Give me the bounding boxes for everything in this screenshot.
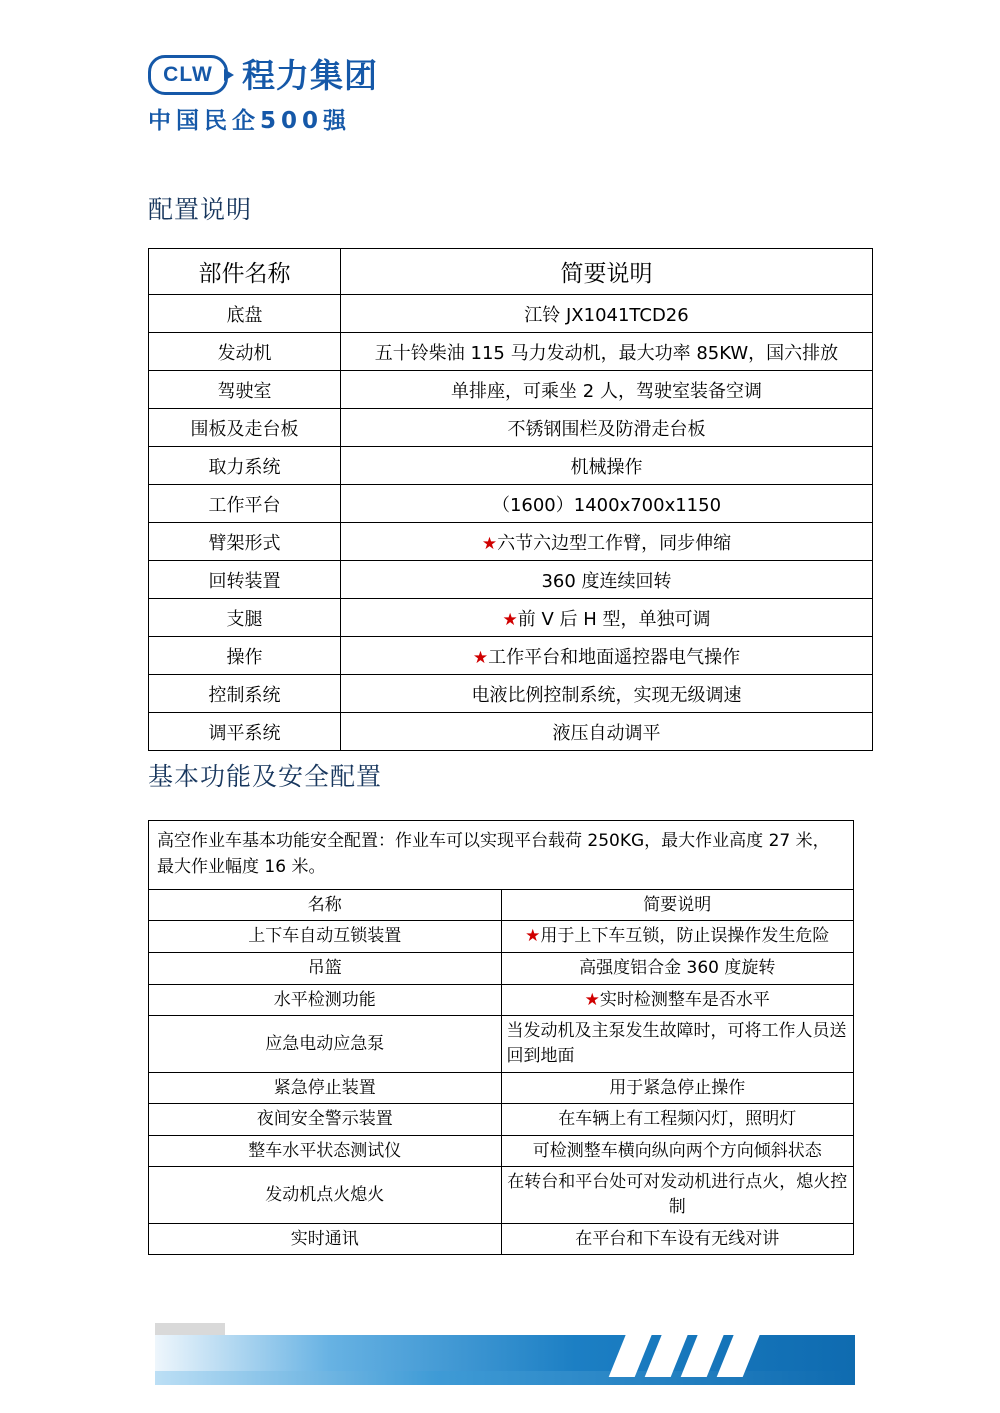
table-row <box>149 637 873 675</box>
table-row <box>149 523 873 561</box>
column-header: 简要说明 <box>501 889 854 921</box>
page-title-function: 基本功能及安全配置 <box>148 762 383 791</box>
part-name-cell: 操作 <box>149 637 341 675</box>
table-row <box>149 485 873 523</box>
feature-description-cell: ★用于上下车互锁，防止误操作发生危险 <box>501 921 854 953</box>
column-header: 部件名称 <box>149 249 341 295</box>
table-row <box>149 1223 854 1255</box>
part-name-cell: 支腿 <box>149 599 341 637</box>
part-name-cell: 发动机 <box>149 333 341 371</box>
config-table <box>148 248 873 751</box>
table-row <box>149 561 873 599</box>
feature-description-cell: ★实时检测整车是否水平 <box>501 984 854 1016</box>
table-row <box>149 1104 854 1136</box>
star-icon: ★ <box>481 533 498 554</box>
feature-description-cell: 高强度铝合金 360 度旋转 <box>501 952 854 984</box>
part-description-cell: 五十铃柴油 115 马力发动机，最大功率 85KW，国六排放 <box>341 333 873 371</box>
feature-description-cell: 在车辆上有工程频闪灯，照明灯 <box>501 1104 854 1136</box>
table-row <box>149 1135 854 1167</box>
table-row <box>149 409 873 447</box>
table-row <box>149 333 873 371</box>
clw-badge-icon: CLW <box>148 55 228 95</box>
part-name-cell: 臂架形式 <box>149 523 341 561</box>
part-description-cell: 液压自动调平 <box>341 713 873 751</box>
feature-description-cell: 可检测整车横向纵向两个方向倾斜状态 <box>501 1135 854 1167</box>
table-row <box>149 371 873 409</box>
function-intro-text: 高空作业车基本功能安全配置：作业车可以实现平台载荷 250KG，最大作业高度 27 米，最大作业幅度 16 米。 <box>149 821 854 890</box>
part-name-cell: 底盘 <box>149 295 341 333</box>
feature-name-cell: 吊篮 <box>149 952 502 984</box>
table-row <box>149 1016 854 1072</box>
feature-name-cell: 夜间安全警示装置 <box>149 1104 502 1136</box>
feature-name-cell: 发动机点火熄火 <box>149 1167 502 1223</box>
table-header-row <box>149 249 873 295</box>
column-header: 名称 <box>149 889 502 921</box>
feature-description-cell: 用于紧急停止操作 <box>501 1072 854 1104</box>
logo-subtitle: 中国民企500强 <box>148 108 352 134</box>
part-name-cell: 调平系统 <box>149 713 341 751</box>
table-row <box>149 984 854 1016</box>
feature-name-cell: 实时通讯 <box>149 1223 502 1255</box>
part-description-cell: ★前 V 后 H 型，单独可调 <box>341 599 873 637</box>
logo-company-name: 程力集团 <box>242 55 378 95</box>
feature-name-cell: 上下车自动互锁装置 <box>149 921 502 953</box>
table-row <box>149 295 873 333</box>
part-name-cell: 取力系统 <box>149 447 341 485</box>
feature-description-cell: 当发动机及主泵发生故障时，可将工作人员送回到地面 <box>501 1016 854 1072</box>
feature-name-cell: 应急电动应急泵 <box>149 1016 502 1072</box>
column-header: 简要说明 <box>341 249 873 295</box>
table-row <box>149 447 873 485</box>
star-icon: ★ <box>525 926 541 947</box>
intro-row <box>149 821 854 890</box>
part-description-cell: 不锈钢围栏及防滑走台板 <box>341 409 873 447</box>
table-row <box>149 921 854 953</box>
table-row <box>149 1167 854 1223</box>
part-name-cell: 工作平台 <box>149 485 341 523</box>
table-header-row <box>149 889 854 921</box>
part-description-cell: 电液比例控制系统，实现无级调速 <box>341 675 873 713</box>
part-name-cell: 驾驶室 <box>149 371 341 409</box>
star-icon: ★ <box>584 989 600 1010</box>
table-row <box>149 952 854 984</box>
company-logo <box>148 52 378 140</box>
part-name-cell: 围板及走台板 <box>149 409 341 447</box>
part-description-cell: （1600）1400x700x1150 <box>341 485 873 523</box>
star-icon: ★ <box>502 609 518 630</box>
feature-description-cell: 在平台和下车设有无线对讲 <box>501 1223 854 1255</box>
footer-blue-bar-lower <box>155 1371 855 1385</box>
part-description-cell: ★六节六边型工作臂，同步伸缩 <box>341 523 873 561</box>
part-name-cell: 回转装置 <box>149 561 341 599</box>
part-description-cell: 机械操作 <box>341 447 873 485</box>
table-row <box>149 599 873 637</box>
feature-description-cell: 在转台和平台处可对发动机进行点火，熄火控制 <box>501 1167 854 1223</box>
page-title-config: 配置说明 <box>148 195 253 224</box>
table-row <box>149 675 873 713</box>
feature-name-cell: 整车水平状态测试仪 <box>149 1135 502 1167</box>
part-name-cell: 控制系统 <box>149 675 341 713</box>
part-description-cell: 360 度连续回转 <box>341 561 873 599</box>
part-description-cell: 单排座，可乘坐 2 人，驾驶室装备空调 <box>341 371 873 409</box>
table-row <box>149 713 873 751</box>
star-icon: ★ <box>472 647 489 668</box>
table-row <box>149 1072 854 1104</box>
part-description-cell: 江铃 JX1041TCD26 <box>341 295 873 333</box>
feature-name-cell: 紧急停止装置 <box>149 1072 502 1104</box>
feature-name-cell: 水平检测功能 <box>149 984 502 1016</box>
logo-primary-row <box>148 52 378 98</box>
function-table <box>148 820 854 1255</box>
part-description-cell: ★工作平台和地面遥控器电气操作 <box>341 637 873 675</box>
footer-decoration <box>0 1293 1000 1413</box>
